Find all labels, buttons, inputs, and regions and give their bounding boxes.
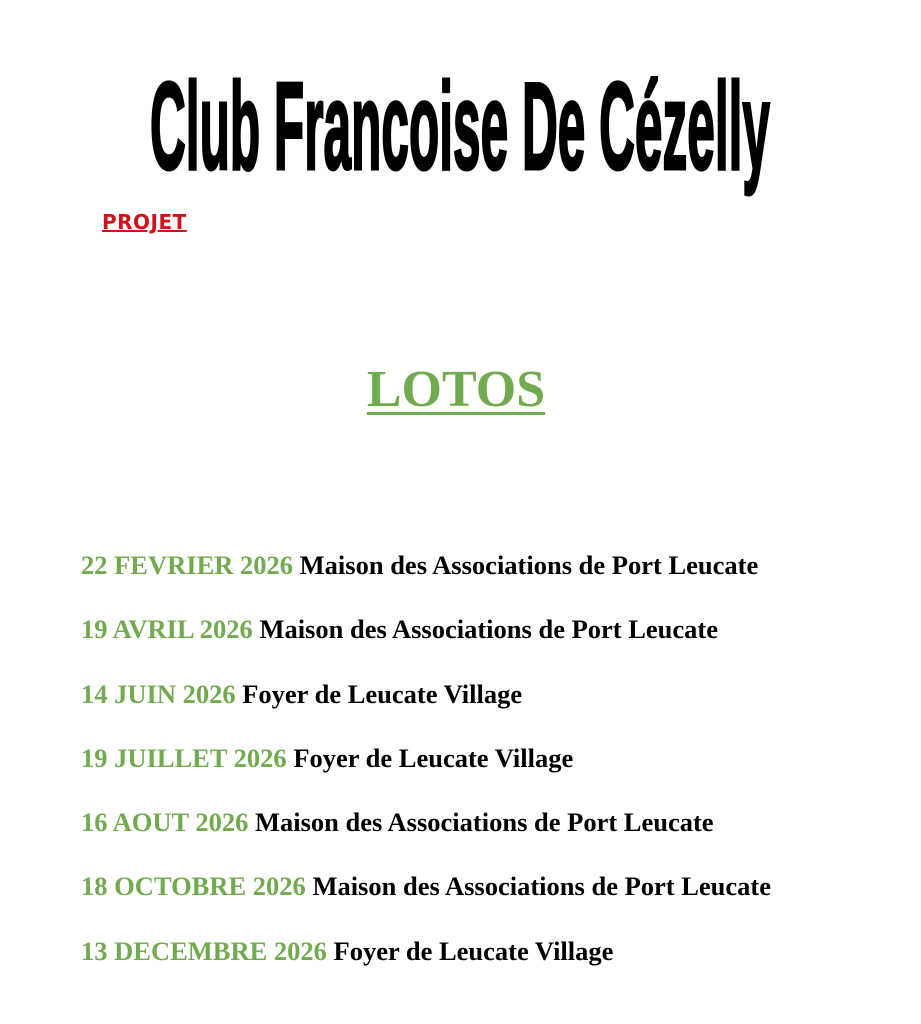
event-place: Maison des Associations de Port Leucate [255, 807, 714, 838]
event-date: 13 DECEMBRE 2026 [81, 935, 327, 966]
event-list [81, 545, 771, 995]
event-place: Maison des Associations de Port Leucate [259, 614, 719, 645]
event-date: 14 JUIN 2026 [81, 678, 236, 709]
event-place: Maison des Associations de Port Leucate [299, 550, 759, 580]
event-date: 19 JUILLET 2026 [81, 742, 287, 773]
event-date: 22 FEVRIER 2026 [81, 550, 294, 580]
event-place: Foyer de Leucate Village [293, 742, 574, 773]
page-title: LOTOS [366, 361, 546, 418]
event-place: Foyer de Leucate Village [242, 678, 523, 709]
event-date: 18 OCTOBRE 2026 [81, 871, 306, 902]
event-place: Foyer de Leucate Village [333, 935, 614, 966]
event-item [81, 674, 771, 738]
event-item [81, 866, 771, 930]
event-date: 16 AOUT 2026 [81, 807, 249, 838]
event-place: Maison des Associations de Port Leucate [312, 871, 772, 902]
event-item [81, 609, 771, 673]
club-title-wordart [140, 38, 780, 218]
club-title: Club Francoise De Cézelly [150, 58, 771, 197]
event-item [81, 802, 771, 866]
event-item [81, 931, 771, 995]
event-item [81, 738, 771, 802]
event-date: 19 AVRIL 2026 [81, 614, 253, 645]
event-item [81, 545, 771, 609]
club-title-svg [140, 38, 780, 218]
projet-label: PROJET [102, 210, 187, 234]
